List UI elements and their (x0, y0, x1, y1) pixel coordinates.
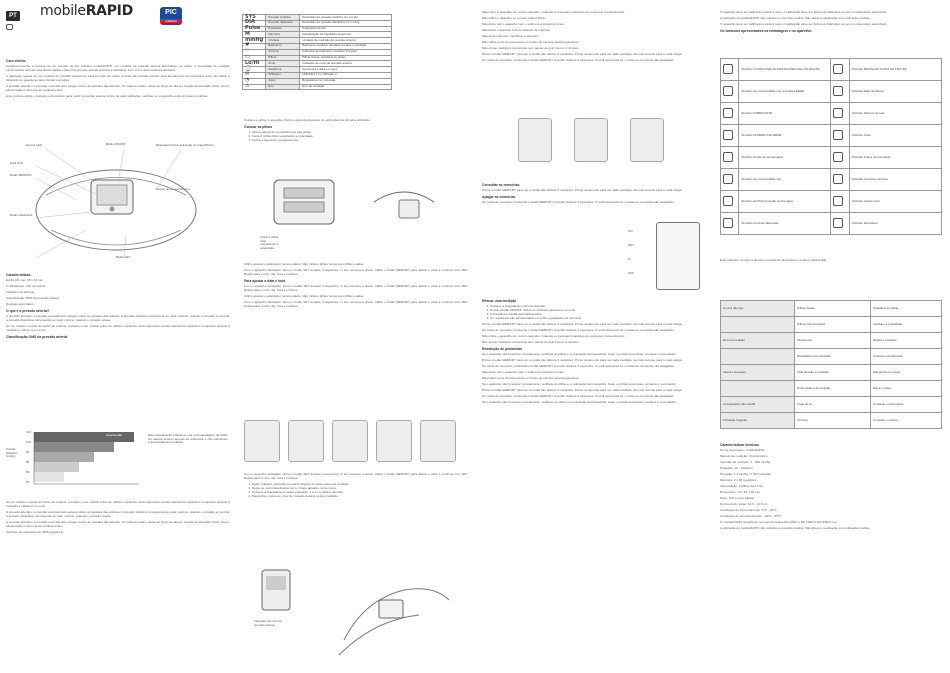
settings-section (238, 262, 474, 310)
pressure-title: O que é a pressão arterial? (6, 309, 50, 314)
problem-cell: Fala durante a medição (795, 365, 871, 381)
lcd-row (244, 420, 468, 465)
band-5 (34, 472, 64, 482)
symbol-icon (721, 125, 739, 147)
spec-item: Método de medição: Oscilométrico (720, 454, 768, 459)
paragraph: A pressão arterial é a pressão exercida pelo sangue sobre as paredes das artérias. A pressão sistólica corresponde ao valor máximo, quando o coração se contrai; a pressão diastólica corresponde ao valor mínimo, quando o coração relaxa. (6, 314, 230, 323)
feature-item: Ecrã LCD com 45 x 34 mm (6, 278, 44, 283)
table-row (721, 213, 942, 235)
problem-cell: Arritmia (795, 413, 871, 429)
panel-label: SET (628, 243, 634, 247)
desc-cell: Braçadeira mal colocada (300, 78, 392, 84)
paragraph: Prima o botão MEMORY para ver a média das últimas 3 medições. Prima novamente para ver cada medição, da mais recente para a mais antiga. (482, 52, 683, 56)
desc-cell: Indicador de nível da pressão arterial (300, 61, 392, 67)
lcd-screen-5 (420, 420, 456, 462)
paragraph: Prima o botão MEMORY para ver a média das últimas 3 medições. Prima novamente para ver cada medição, da mais recente para a mais antiga. (482, 322, 683, 327)
name-cell: Pressão sistólica (266, 15, 300, 21)
name-cell: Pressão diastólica (266, 20, 300, 26)
table-row (721, 413, 942, 429)
table-row (721, 317, 942, 333)
list-item: 4. Mantenha o pulso ao nível do coração durante toda a medição. (252, 494, 468, 498)
page-column-4 (714, 0, 950, 673)
problem-cell: Coloque corretamente (871, 349, 942, 365)
spec-item: Precisão: ± 3 mmHg / ± 5% pulsação (720, 472, 771, 477)
battery-title: Colocar as pilhas (244, 125, 273, 129)
specs-section (714, 440, 950, 532)
paragraph: A pressão arterial é a pressão exercida pelo sangue sobre as paredes das artérias. A pressão sistólica corresponde ao valor máximo, quando o coração se contrai; a pressão diastólica corresponde ao valor mínimo, quando o coração relaxa. (6, 510, 230, 518)
who-title: Classificação OMS da pressão arterial (6, 335, 68, 340)
label-time: Botão Data/Hora (10, 213, 33, 217)
language-badge: PT (6, 11, 20, 21)
symbol-desc: Símbolo Aviso (849, 125, 941, 147)
problem-cell: Verifique a polaridade (871, 317, 942, 333)
paragraph: Não efetue medições sucessivas sem pausa de pelo menos 3 minutos. (482, 340, 580, 345)
paragraph: Com o aparelho desligado, prima o botão SET durante 3 segundos. O ano começa a piscar. Utilize o botão MEMORY para alterar o valor e confirme com SET. Repita para o mês, dia, hora e minutos. (244, 284, 468, 293)
page-column-1 (0, 0, 236, 673)
problem-cell: Fuga de ar (795, 397, 871, 413)
memory-title: Consultar as memórias (482, 183, 520, 187)
symbol-desc: Símbolo FABRICANTE (739, 103, 831, 125)
symbol-icon (721, 81, 739, 103)
tick: 110 (26, 430, 31, 434)
paragraph: Prima o botão MEMORY para ver a média das últimas 3 medições. Prima novamente para ver cada medição, da mais recente para a mais antiga. (482, 388, 683, 393)
table-row (721, 169, 942, 191)
desc-cell: Resultado da pressão diastólica em mmHg (300, 20, 392, 26)
table-row (721, 397, 942, 413)
features-section (0, 270, 236, 340)
name-cell: Data/hora (266, 67, 300, 73)
desc-cell: Apresenta a data e a hora (300, 67, 392, 73)
list-item: Não utilize o aparelho se o pulso estiver ferido. (482, 16, 547, 20)
paragraph: A utilização do mobileRAPID não substitui a consulta médica. Não altere a medicação sem indicação médica. (720, 526, 871, 531)
label-batt: Insira 2 pilhas AAA respeitando a polaridade. (260, 235, 279, 250)
desc-cell: Unidade de medição da pressão arterial (300, 38, 392, 44)
problem-cell: Pilhas mal colocadas (795, 317, 871, 333)
name-cell: Utilizador (266, 72, 300, 78)
list-item: 3. A braçadeira insufla automaticamente. (490, 312, 706, 316)
paragraph: Este produto utiliza o método oscilométrico para medir a pressão arterial. Antes de cada utilização, verifique se o aparelho está em boas condições. (6, 94, 209, 99)
chart-svg (24, 430, 144, 490)
hint: Verifique as respostas da OMS (página 4). (6, 530, 65, 534)
tick: 100 (26, 440, 32, 444)
paragraph: Se o aparelho não funcionar corretamente, verifique as pilhas e a colocação da braçadeira. Caso o problema persista, contacte o revendedor. (482, 352, 677, 357)
symbol-desc: Símbolo Corrente alternada (739, 213, 831, 235)
measure-title: Efetuar uma medição (482, 299, 517, 303)
desc-cell: Pilhas fracas, substitua as pilhas (300, 55, 392, 61)
desc-cell: Utilizador 1 ou utilizador 2 (300, 72, 392, 78)
list-item: 2. Sente-se confortavelmente com o braço apoiado numa mesa. (252, 486, 468, 490)
problem-cell: Pilhas fracas (795, 301, 871, 317)
problem-cell: Erro na medição (721, 333, 795, 349)
name-cell: Memória (266, 32, 300, 38)
spec-item: Condições de funcionamento: 5°C - 40°C (720, 508, 777, 513)
symbol-icon (831, 81, 849, 103)
name-cell: Aviso (266, 78, 300, 84)
paragraph: Coloque a pilha no aparelho. Retire a película protetora do ecrã antes da primeira utilização. (244, 118, 371, 122)
intro-section-4 (714, 10, 950, 34)
paragraph: A utilização do mobileRAPID não substitui a consulta médica. Não altere a medicação sem indicação médica. (720, 16, 871, 20)
table-row (721, 365, 942, 381)
symbol-icon (721, 59, 739, 81)
desc-cell: Indicador de batimento cardíaco irregular (300, 49, 392, 55)
list-item: Não utilize perto de telemóveis ou fontes de campos eletromagnéticos. (482, 40, 580, 44)
band-4 (34, 462, 79, 472)
pic-badge: PIC solution (160, 7, 182, 25)
feature-item: Desligar automático (6, 302, 34, 307)
name-cell: Unidade (266, 38, 300, 44)
device-diagram (6, 140, 230, 265)
symbols-table (720, 58, 942, 235)
symbol-icon (721, 191, 739, 213)
lcd-memory-1 (518, 118, 552, 162)
name-cell: Batimento (266, 43, 300, 49)
lcd-memory-3 (630, 118, 664, 162)
settings-title: Para ajustar a data e hora (244, 279, 286, 283)
troubles-title: Resolução de problemas (482, 347, 523, 352)
who-chart (6, 430, 230, 492)
problem-cell: Pulsação irregular (721, 413, 795, 429)
symbol-desc: Símbolo manter seco (849, 191, 941, 213)
band-2 (34, 442, 114, 452)
lcd-memory-2 (574, 118, 608, 162)
symbol-icon (831, 103, 849, 125)
symbol-desc: Símbolo Corrente contínua (849, 169, 941, 191)
page-column-2 (238, 0, 474, 673)
battery-section (238, 118, 474, 144)
wrist-illustration (244, 560, 464, 660)
paragraph: O aparelho deve ser calibrado a cada 2 anos. A calibração deve ser feita pelo fabricante ou por um laboratório autorizado. (720, 10, 888, 14)
spec-item: Dimensões: 74 x 67 x 28 mm (720, 490, 761, 495)
label-display: Ecrã LCD (10, 161, 24, 165)
measure-steps (252, 482, 468, 498)
paragraph: A utilização regular de um medidor de pressão arterial em casa permite um maior controlo da pressão arterial. Leia atentamente as instruções antes de utilizar o dispositivo e guarde-as para futuras consultas. (6, 74, 230, 83)
symbol-table (242, 14, 392, 90)
symbol-cell: ⚠ (243, 84, 266, 90)
problem-cell: Consulte o médico (871, 413, 942, 429)
desc-cell: Pulsações/minuto (300, 26, 392, 32)
memory-section (476, 180, 712, 206)
symbol-icon (831, 147, 849, 169)
lcd-screen-1 (244, 420, 280, 462)
tick: 90 (26, 450, 30, 454)
feature-item: Classificação OMS da pressão arterial (6, 296, 59, 301)
label-cuff-level: Indicador de nível da pressão arterial (254, 619, 282, 627)
symbol-note: Este aparelho cumpre a diretiva europeia de dispositivos médicos 93/42/CEE. (720, 258, 827, 262)
paragraph: A pressão arterial é a pressão exercida pelo sangue sobre as paredes das artérias. Os valores podem variar ao longo do dia em função da atividade física, stress, alimentação e da toma de medicamentos. (6, 520, 230, 528)
symbol-cell: ♥ (243, 43, 266, 49)
desc-cell: Batimento cardíaco detetado durante a medição (300, 43, 392, 49)
problem-cell: Braçadeira mal colocada (795, 349, 871, 365)
symbol-icon (721, 213, 739, 235)
symbol-cell: Pulse (243, 26, 266, 32)
symbol-desc: Símbolo limites de humidade (849, 147, 941, 169)
symbol-cell: ◔ (243, 78, 266, 84)
list-item: Não desmonte nem modifique o aparelho. (482, 34, 540, 38)
table-row (721, 125, 942, 147)
symbol-desc: Símbolo de conformidade CE (739, 169, 831, 191)
list-item: Mantenha o aparelho fora do alcance de crianças. (482, 28, 551, 32)
paragraph: Se um médico o avisar de sofrer de arritmia, contacte o seu médico antes de utilizar o aparelho. Este dispositivo deteta batimentos cardíacos irregulares durante a medição e indica-os no ecrã. (6, 324, 230, 333)
label-set: Botão SET (116, 255, 131, 259)
symbol-icon (831, 191, 849, 213)
spec-item: Perímetro do pulso: 13,5 - 21,5 cm (720, 502, 768, 507)
panel-label: M (628, 257, 631, 261)
table-row (721, 59, 942, 81)
measure-section (476, 296, 712, 406)
spec-item: Alimentação: 2 pilhas AAA 1,5V (720, 484, 764, 489)
name-cell: Erro (266, 84, 300, 90)
list-item: Não utilize o aparelho em recém-nascidos, crianças ou pessoas incapazes de expressar consentimento. (482, 10, 626, 14)
list-item: Não deixe cair o aparelho nem o submeta a impactos fortes. (482, 22, 565, 26)
problem-cell: A braçadeira não insufla (721, 397, 795, 413)
symbol-icon (831, 59, 849, 81)
label-cuff: Braçadeira (Para aplicação do braço/Pulso) (156, 143, 215, 147)
paragraph: Utilize apenas o adaptador recomendado. Não misture pilhas novas com pilhas usadas. (244, 294, 365, 299)
label-memory: Botão MEMORY (10, 173, 33, 177)
chart-ylabel: Pressão diastólica (mmHg) (6, 448, 17, 458)
symbol-icon (721, 147, 739, 169)
paragraph: Não utilize perto de telemóveis ou fontes de campos eletromagnéticos. (482, 376, 580, 381)
intro-section (0, 56, 236, 100)
symbol-desc: Símbolo Reciclável (849, 213, 941, 235)
lcd-screen-3 (332, 420, 368, 462)
symbol-cell: M (243, 32, 266, 38)
symbol-desc: Símbolo limites de temperatura (739, 147, 831, 169)
desc-cell: Resultado da pressão sistólica em mmHg (300, 15, 392, 21)
paragraph: Se o aparelho não funcionar corretamente, verifique as pilhas e a colocação da braçadeira. Caso o problema persista, contacte o revendedor. (482, 400, 677, 405)
intro-title: Caro cliente, (6, 59, 27, 63)
lcd-screen-2 (288, 420, 324, 462)
list-item: 3. Feche a tampa do compartimento. (252, 138, 468, 142)
battery-steps (252, 130, 468, 142)
paragraph: No modo de memória, mantenha o botão MEMORY premido durante 3 segundos. O ecrã apresenta CL e todas as memórias são apagadas. (482, 200, 675, 205)
problem-cell: Valores elevados (721, 365, 795, 381)
label-battery: Tampa do compartimento (156, 187, 190, 191)
spec-item: Nome do produto: mobileRAPID (720, 448, 765, 453)
problem-cell (721, 317, 795, 333)
symbol-cell: ⌚ (243, 67, 266, 73)
problem-cell: Mantenha-se imóvel (871, 365, 942, 381)
symbol-icon (721, 103, 739, 125)
symbol-cell: SYS (243, 15, 266, 21)
problem-cell (721, 381, 795, 397)
list-item: 1. Retire relógios, pulseiras ou outros objetos do pulso antes da medição. (252, 482, 468, 486)
tick: 80 (26, 470, 30, 474)
paragraph: No modo de memória, mantenha o botão MEMORY premido durante 3 segundos. O ecrã apresenta CL e todas as memórias são apagadas. (482, 394, 675, 399)
problem-cell: Substitua as pilhas (871, 301, 942, 317)
desc-cell: Erro de medição (300, 84, 392, 90)
paragraph: Com o aparelho desligado, prima o botão SET durante 3 segundos. O ano começa a piscar. Utilize o botão MEMORY para alterar o valor e confirme com SET. Repita para o mês, dia, hora e minutos. (244, 268, 468, 276)
problem-cell: Eleve o pulso (871, 381, 942, 397)
table-row (721, 81, 942, 103)
spec-item: Intervalo de medição: 0 - 300 mmHg (720, 460, 771, 465)
problem-cell: Contacte o revendedor (871, 397, 942, 413)
paragraph: No modo de memória, mantenha o botão MEMORY premido durante 3 segundos. O ecrã apresenta CL e todas as memórias são apagadas. (482, 58, 675, 62)
tick: 60 (26, 480, 30, 484)
table-row (721, 191, 942, 213)
paragraph: O aparelho deve ser calibrado a cada 2 anos. A calibração deve ser feita pelo fabricante ou por um laboratório autorizado. (720, 22, 888, 26)
problem-cell: Movimento (795, 333, 871, 349)
symbol-desc: Símbolo Número de lote (849, 103, 941, 125)
panel-body (656, 222, 700, 290)
control-panel (626, 222, 706, 292)
symbol-desc: Símbolo NÚMERO DE SÉRIE (739, 125, 831, 147)
book-icon (6, 24, 13, 30)
label-start: Botão ON/OFF (106, 142, 127, 146)
symbol-cell: ✉ (243, 72, 266, 78)
panel-label: ON (628, 229, 633, 233)
battery-illustration (244, 172, 468, 232)
paragraph: No modo de memória, mantenha o botão MEMORY premido durante 3 segundos. O ecrã apresenta CL e todas as memórias são apagadas. (482, 364, 675, 369)
problem-cell: O ecrã não liga (721, 301, 795, 317)
problem-cell (721, 349, 795, 365)
spec-item: Pulsação: 40 - 199 bpm (720, 466, 753, 471)
spec-item: Memória: 2 x 60 medições (720, 478, 757, 483)
chart-note: Esta classificação baseia-se nas recomendações da OMS. Os valores servem apenas de referência e não substituem o aconselhamento médico. (148, 433, 228, 444)
table-row (721, 147, 942, 169)
feature-item: 2 utilizadores x 60 memórias (6, 284, 46, 289)
symbol-desc: Símbolo PARTE APLICADA DO TIPO BF (849, 59, 941, 81)
spec-item: Condições de armazenamento: -20°C - 55°C (720, 514, 782, 519)
steps-section (238, 472, 474, 500)
table-row (721, 333, 942, 349)
features-title: Características: (6, 273, 32, 277)
symbol-icon (831, 213, 849, 235)
safety-section (476, 10, 712, 64)
list-item: 3. Coloque a braçadeira no pulso esquerdo, 1 a 2 cm abaixo da mão. (252, 490, 468, 494)
table-row (721, 103, 942, 125)
hint-section (0, 500, 236, 536)
problem-cell: Pulso abaixo do coração (795, 381, 871, 397)
table-row (721, 301, 942, 317)
problem-cell: Repita a medição (871, 333, 942, 349)
table-row (721, 349, 942, 365)
paragraph: Com o aparelho desligado, prima o botão SET durante 3 segundos. O ano começa a piscar. Utilize o botão MEMORY para alterar o valor e confirme com SET. Repita para o mês, dia, hora e minutos. (244, 300, 468, 309)
symbol-desc: Símbolo de IP22 proteção contra água (739, 191, 831, 213)
feature-item: Indicador de arritmia (6, 290, 35, 295)
table-row (243, 84, 392, 90)
spec-item: Peso: 100 g (sem pilhas) (720, 496, 755, 501)
list-item: 2. Prima o botão ON/OFF. Todos os símbolos aparecem no ecrã. (490, 308, 706, 312)
list-item: 2. Insira 2 pilhas AAA respeitando a polaridade. (252, 134, 468, 138)
list-item: Não efetue medições sucessivas sem pausa de pelo menos 3 minutos. (482, 46, 580, 50)
panel-label: OFF (628, 271, 634, 275)
chart-legend: Hipertensão (106, 433, 123, 437)
symbol-desc: Símbolo CONSULTAR AS INSTRUÇÕES DE UTILIZAÇÃO (739, 59, 831, 81)
name-cell: Nível (266, 61, 300, 67)
specs-title: Características técnicas (720, 443, 759, 447)
list-item: 1. Abra a tampa do compartimento das pilhas. (252, 130, 468, 134)
symbol-cell: ▭ (243, 55, 266, 61)
list-item: 4. Os resultados são apresentados no ecrã e guardados na memória. (490, 316, 706, 320)
lcd-screen-4 (376, 420, 412, 462)
paragraph: Com o aparelho desligado, prima o botão SET durante 3 segundos. O ano começa a piscar. Utilize o botão MEMORY para alterar o valor e confirme com SET. Repita para o mês, dia, hora e minutos. (244, 472, 468, 480)
symbol-cell: Lo/Hi (243, 61, 266, 67)
paragraph: Agradecemos-lhe a compra de um monitor da Pic Solution mobileRAPID, um medidor de pressão arterial automático, ao pulso. A tecnologia de medição oscilométrica permite uma leitura rápida e fiável da pressão arterial sistólica e diastólica, bem como da frequência cardíaca. (6, 64, 230, 73)
tick: 85 (26, 460, 30, 464)
paragraph: Se um médico o avisar de sofrer de arritmia, contacte o seu médico antes de utilizar o aparelho. Este dispositivo deteta batimentos cardíacos irregulares durante a medição e indica-os no ecrã. (6, 500, 230, 508)
symbol-cell: mmHg (243, 38, 266, 44)
list-item: 1. Coloque a braçadeira conforme descrito. (490, 304, 706, 308)
name-cell: Pulsações (266, 26, 300, 32)
desc-cell: Visualização de medições anteriores (300, 32, 392, 38)
table-row (721, 381, 942, 397)
paragraph: Não deixe cair o aparelho nem o submeta a impactos fortes. (482, 370, 565, 375)
paragraph: Prima o botão MEMORY para ver a média das últimas 3 medições. Prima novamente para ver cada medição, da mais recente para a mais antiga. (482, 358, 683, 363)
paragraph: No modo de memória, mantenha o botão MEMORY premido durante 3 segundos. O ecrã apresenta CL e todas as memórias são apagadas. (482, 328, 675, 333)
warning: Utilize apenas o adaptador recomendado. Não misture pilhas novas com pilhas usadas. (244, 262, 365, 266)
symbol-desc: Símbolo Data de fabrico (849, 81, 941, 103)
symbol-icon (831, 125, 849, 147)
symbol-cell: DIA (243, 20, 266, 26)
label-sensor: Sensor LED (26, 143, 43, 147)
problems-table (720, 300, 942, 429)
brand-logo: mobileRAPID (40, 3, 133, 19)
measure-list (490, 304, 706, 320)
footer-note: O mobileRAPID respeita as normas europeias EN 1060-1, EN 1060-3, EN 60601-1-2. (720, 520, 838, 525)
paragraph: Se o aparelho não funcionar corretamente, verifique as pilhas e a colocação da braçadeira. Caso o problema persista, contacte o revendedor. (482, 382, 677, 387)
paragraph: A pressão arterial é a pressão exercida pelo sangue sobre as paredes das artérias. Os valores podem variar ao longo do dia em função da atividade física, stress, alimentação e da toma de medicamentos. (6, 84, 230, 93)
symbol-icon (721, 169, 739, 191)
symbol-desc: Símbolo de conformidade com a diretiva REEE (739, 81, 831, 103)
symbol-cell: ♡ (243, 49, 266, 55)
device-illustration (6, 140, 230, 265)
paragraph: Prima o botão MEMORY para ver a média das últimas 3 medições. Prima novamente para ver cada medição, da mais recente para a mais antiga. (482, 188, 683, 193)
symbols-title: Os símbolos apresentados na embalagem e no aparelho: (720, 29, 812, 33)
page-column-3 (476, 0, 712, 673)
symbol-icon (831, 169, 849, 191)
paragraph: Não utilize o aparelho em recém-nascidos, crianças ou pessoas incapazes de expressar consentimento. (482, 334, 626, 339)
name-cell: Pilhas (266, 55, 300, 61)
band-3 (34, 452, 94, 462)
delete-title: Apagar as memórias (482, 195, 516, 200)
name-cell: Arritmia (266, 49, 300, 55)
